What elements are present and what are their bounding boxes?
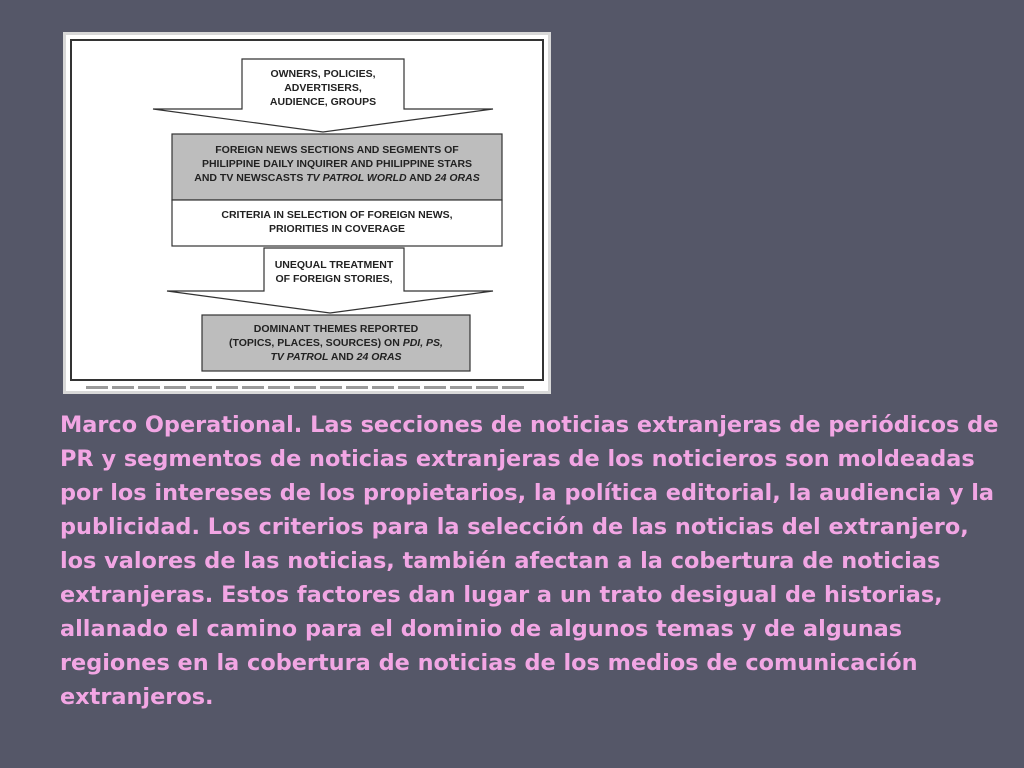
conceptual-framework-figure [63, 32, 551, 394]
foreign-news-line-3a: AND TV NEWSCASTS [194, 172, 307, 184]
dominant-line-3 [270, 351, 401, 363]
dominant-line-3c: 24 ORAS [356, 351, 402, 363]
foreign-news-line-3b: TV PATROL WORLD [306, 172, 407, 184]
dominant-line-2a: (TOPICS, PLACES, SOURCES) ON [229, 337, 403, 349]
foreign-news-line-3c: AND [406, 172, 435, 184]
owners-line-3: AUDIENCE, GROUPS [269, 96, 377, 108]
figure-caption-cropped [86, 383, 528, 391]
foreign-news-line-3 [194, 172, 479, 184]
dominant-line-3a: TV PATROL [270, 351, 329, 363]
foreign-news-line-2: PHILIPPINE DAILY INQUIRER AND PHILIPPINE STARS [201, 158, 473, 170]
unequal-line-1: UNEQUAL TREATMENT [274, 259, 394, 271]
foreign-news-line-3d: 24 ORAS [434, 172, 480, 184]
dominant-line-2 [229, 337, 443, 349]
unequal-line-2: OF FOREIGN STORIES, [275, 273, 393, 285]
criteria-line-2: PRIORITIES IN COVERAGE [269, 223, 405, 235]
dominant-line-2b: PDI, PS, [402, 337, 443, 349]
owners-line-2: ADVERTISERS, [284, 82, 362, 94]
dominant-line-3b: AND [328, 351, 357, 363]
slide-body-text: Marco Operational. Las secciones de noticias extranjeras de periódicos de PR y segmentos de noticias extranjeras de los noticieros son moldeadas por los intereses de los propietarios, la política editorial, la audiencia y la publicidad. Los criterios para la selección de las noticias del extranjero, los valores de las noticias, también afectan a la cobertura de noticias extranjeras. Estos factores dan lugar a un trato desigual de historias, allanado el camino para el dominio de algunos temas y de algunas regiones en la cobertura de noticias de los medios de comunicación extranjeros. [60, 412, 999, 710]
foreign-news-line-1: FOREIGN NEWS SECTIONS AND SEGMENTS OF [215, 144, 459, 156]
dominant-line-1: DOMINANT THEMES REPORTED [253, 323, 419, 335]
flow-diagram [66, 35, 548, 391]
owners-line-1: OWNERS, POLICIES, [270, 68, 376, 80]
criteria-line-1: CRITERIA IN SELECTION OF FOREIGN NEWS, [221, 209, 453, 221]
